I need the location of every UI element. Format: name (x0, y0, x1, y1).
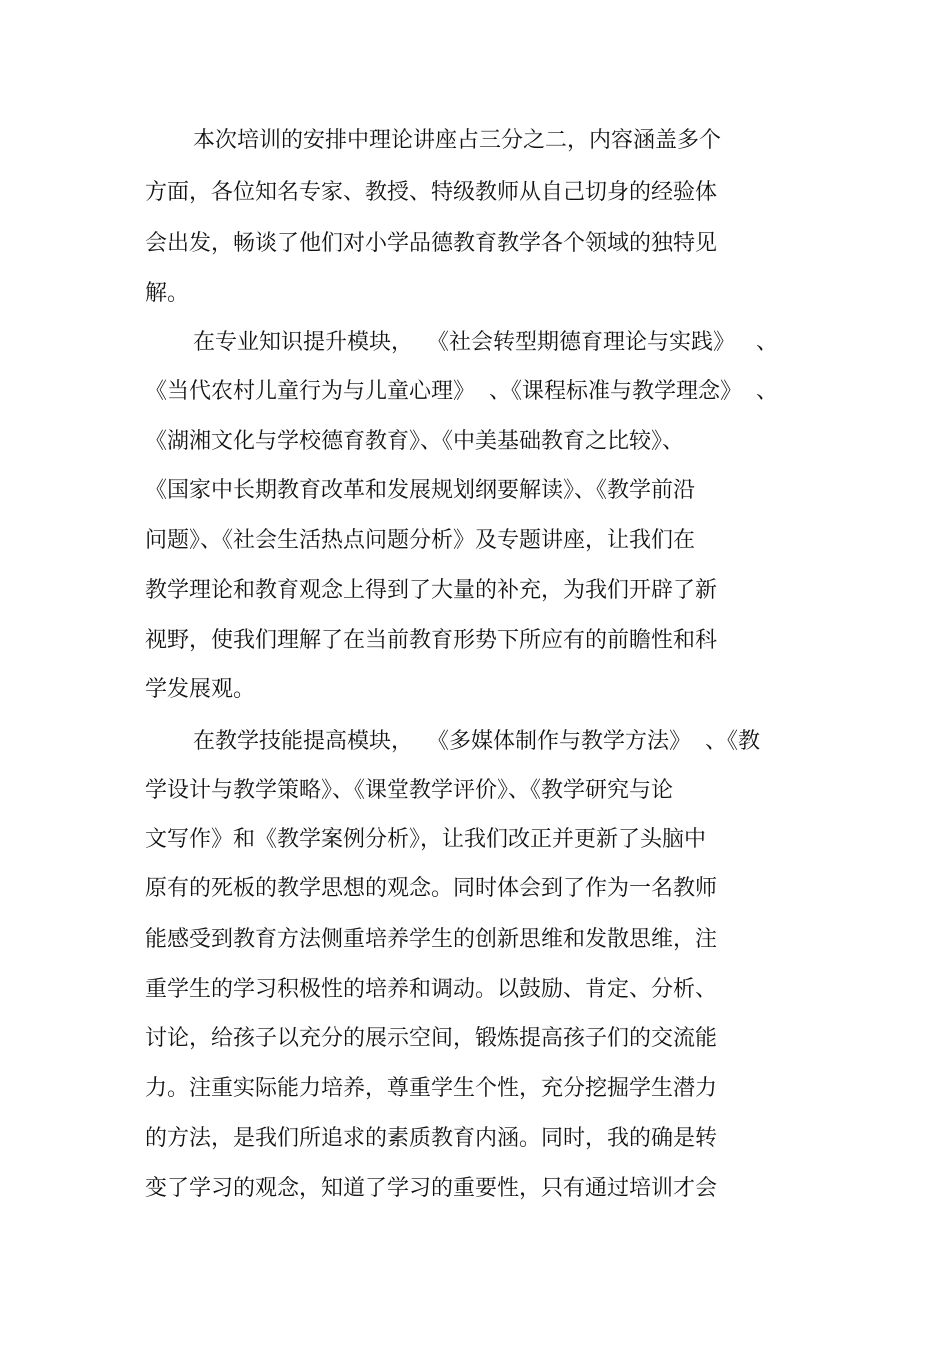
paragraph-2-line-4: 《国家中长期教育改革和发展规划纲要解读》、《教学前沿 (145, 478, 696, 503)
paragraph-2-line-2: 《当代农村儿童行为与儿童心理》 、《课程标准与教学理念》 、 (145, 379, 778, 404)
paragraph-3-line-3: 文写作》和《教学案例分析》，让我们改正并更新了头脑中 (145, 827, 707, 852)
paragraph-1-line-2: 方面，各位知名专家、教授、特级教师从自己切身的经验体 (145, 180, 718, 205)
paragraph-1-line-4: 解。 (145, 281, 190, 306)
paragraph-2-line-5: 问题》、《社会生活热点问题分析》及专题讲座，让我们在 (145, 528, 696, 553)
paragraph-2-line-6: 教学理论和教育观念上得到了大量的补充，为我们开辟了新 (145, 578, 718, 603)
paragraph-2-line-7: 视野，使我们理解了在当前教育形势下所应有的前瞻性和科 (145, 628, 718, 653)
paragraph-1-line-1: 本次培训的安排中理论讲座占三分之二，内容涵盖多个 (193, 128, 722, 153)
paragraph-2-line-8: 学发展观。 (145, 677, 256, 702)
paragraph-3-line-7: 讨论，给孩子以充分的展示空间，锻炼提高孩子们的交流能 (145, 1026, 718, 1051)
paragraph-3-line-1: 在教学技能提高模块， 《多媒体制作与教学方法》 、《教 (193, 729, 760, 754)
paragraph-3-line-8: 力。注重实际能力培养，尊重学生个性，充分挖掘学生潜力 (145, 1076, 718, 1101)
paragraph-1-line-3: 会出发，畅谈了他们对小学品德教育教学各个领域的独特见 (145, 231, 718, 256)
paragraph-3-line-5: 能感受到教育方法侧重培养学生的创新思维和发散思维，注 (145, 927, 718, 952)
paragraph-3-line-4: 原有的死板的教学思想的观念。同时体会到了作为一名教师 (145, 876, 718, 901)
paragraph-3-line-6: 重学生的学习积极性的培养和调动。以鼓励、肯定、分析、 (145, 977, 718, 1002)
paragraph-3-line-10: 变了学习的观念，知道了学习的重要性，只有通过培训才会 (145, 1176, 718, 1201)
paragraph-2-line-1: 在专业知识提升模块， 《社会转型期德育理论与实践》 、 (193, 330, 778, 355)
paragraph-3-line-9: 的方法，是我们所追求的素质教育内涵。同时，我的确是转 (145, 1126, 718, 1151)
paragraph-2-line-3: 《湖湘文化与学校德育教育》、《中美基础教育之比较》、 (145, 429, 685, 454)
paragraph-3-line-2: 学设计与教学策略》、《课堂教学评价》、《教学研究与论 (145, 778, 674, 803)
